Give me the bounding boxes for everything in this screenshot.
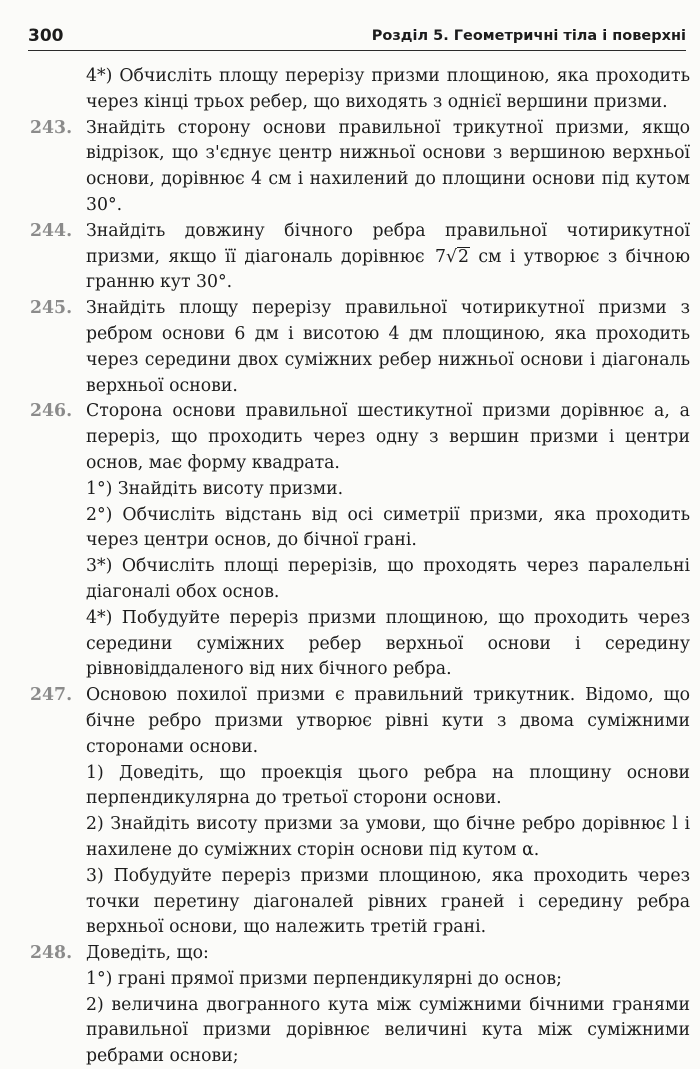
problem-part: 1°) Знайдіть висоту призми. xyxy=(86,478,344,499)
problem-text: Доведіть, що: xyxy=(86,943,209,964)
problem-number: 245. xyxy=(30,298,73,319)
problem-248 xyxy=(30,941,690,1070)
problem-text: Знайдіть площу перерізу правильної чотирикутної призми з ребром основи 6 дм і висотою 4 дм площиною, яка проходить через середини двох суміжних ребер нижньої основи і діагональ верхньої основи. xyxy=(86,298,690,396)
sqrt-coefficient: 7 xyxy=(434,246,446,267)
problem-246 xyxy=(30,399,690,683)
problem-part: 3*) Обчисліть площі перерізів, що проходять через паралельні діагоналі обох основ. xyxy=(86,556,690,602)
problem-text-after: см і утворює з бічною гранню кут 30°. xyxy=(86,246,690,293)
problem-number: 248. xyxy=(30,943,73,964)
page-content xyxy=(30,64,690,1070)
problem-text-before: Знайдіть довжину бічного ребра правильної чотирикутної призми, якщо її діагональ дорівнює xyxy=(86,220,690,267)
section-title: Розділ 5. Геометричні тіла і поверхні xyxy=(371,28,686,44)
problem-number: 244. xyxy=(30,220,73,241)
problem-243 xyxy=(30,116,690,219)
problem-part: 1) Доведіть, що проекція цього ребра на площину основи перпендикулярна до третьої сторони основи. xyxy=(86,762,690,809)
problem-244 xyxy=(30,219,690,296)
problem-part: 2°) Обчисліть відстань від осі симетрії призми, яка проходить через центри основ, до бічної грані. xyxy=(86,504,690,551)
page-header xyxy=(28,22,686,51)
problem-part: 3) Побудуйте переріз призми площиною, яка проходить через точки перетину діагоналей рівних граней і середину ребра верхньої основи, що належить третій грані. xyxy=(86,865,690,938)
problem-part: 2) величина двогранного кута між суміжними бічними гранями правильної призми дорівнює величині кута між суміжними ребрами основи; xyxy=(86,994,690,1067)
problem-part: 4*) Побудуйте переріз призми площиною, що проходить через середини суміжних ребер верхньої основи і середину рівновіддаленого від них бічного ребра. xyxy=(86,607,690,680)
problem-part: 1°) грані прямої призми перпендикулярні до основ; xyxy=(86,968,562,989)
sqrt-radicand: 2 xyxy=(457,246,469,267)
problem-text: Основою похилої призми є правильний трикутник. Відомо, що бічне ребро призми утворює рівні кути з двома суміжними сторонами основи. xyxy=(86,685,690,757)
problem-continuation xyxy=(30,64,690,116)
problem-247 xyxy=(30,683,690,941)
problem-text: Знайдіть сторону основи правильної трикутної призми, якщо відрізок, що з'єднує центр нижньої основи з вершиною верхньої основи, дорівнює 4 см і нахилений до площини основи під кутом 30°. xyxy=(86,117,690,215)
problem-part: 2) Знайдіть висоту призми за умови, що бічне ребро дорівнює l і нахилене до суміжних сторін основи під кутом α. xyxy=(86,814,690,860)
page-number: 300 xyxy=(28,26,64,46)
problem-245 xyxy=(30,296,690,399)
problem-number: 246. xyxy=(30,401,73,422)
problem-part: 4*) Обчисліть площу перерізу призми площиною, яка проходить через кінці трьох ребер, що виходять з однієї вершини призми. xyxy=(86,66,690,112)
problem-number: 247. xyxy=(30,685,73,706)
problem-number: 243. xyxy=(30,117,73,138)
problem-text xyxy=(86,219,690,296)
sqrt-expression: 7√2 xyxy=(434,246,469,267)
problem-text: Сторона основи правильної шестикутної призми дорівнює a, а переріз, що проходить через одну з вершин призми і центри основ, має форму квадрата. xyxy=(86,401,690,473)
